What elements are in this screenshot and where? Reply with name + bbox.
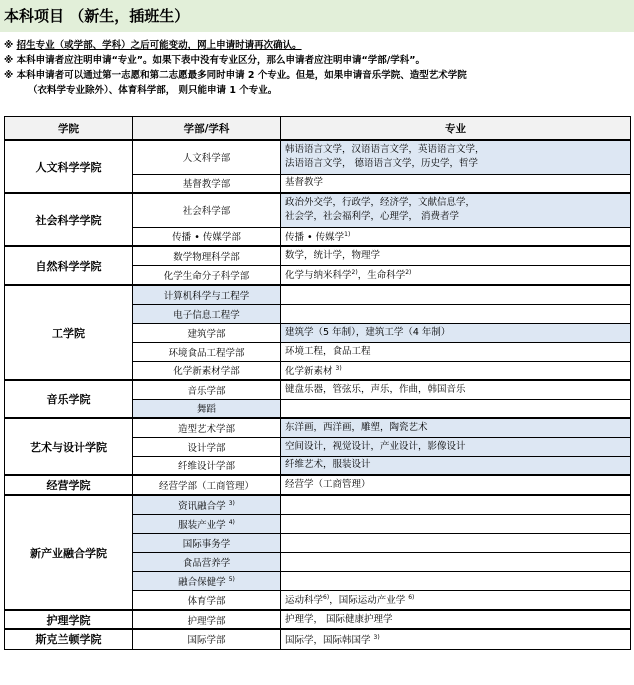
- major-cell: 东洋画，西洋画，雕塑，陶瓷艺术: [281, 418, 631, 437]
- dept-cell: 设计学部: [133, 437, 281, 456]
- major-cell: 国际学，国际韩国学 $^{3)}$: [281, 629, 631, 649]
- college-art: 艺术与设计学院: [5, 418, 133, 475]
- note-2: ※ 本科申请者应注明申请“专业”。如果下表中没有专业区分，那么申请者应注明申请“学部/学科”。: [4, 55, 426, 66]
- table-row: [5, 193, 631, 227]
- header-major: 专业: [281, 117, 631, 141]
- dept-cell: 基督教学部: [133, 174, 281, 193]
- table-row: [5, 629, 631, 649]
- note-3-continued: （衣料学专业除外）、体育科学部， 则只能申请 1 个专业。: [28, 85, 278, 96]
- table-row: [5, 610, 631, 629]
- major-cell: 键盘乐器，管弦乐，声乐，作曲，韩国音乐: [281, 380, 631, 399]
- major-cell: [281, 399, 631, 418]
- dept-cell: 纤维设计学部: [133, 456, 281, 475]
- table-header-row: [5, 117, 631, 141]
- dept-cell: 经营学部（工商管理）: [133, 475, 281, 495]
- major-cell: [281, 304, 631, 323]
- dept-cell: 数学物理科学部: [133, 246, 281, 265]
- college-business: 经营学院: [5, 475, 133, 495]
- major-cell: 护理学， 国际健康护理学: [281, 610, 631, 629]
- notes-block: [4, 38, 630, 98]
- major-cell: [281, 514, 631, 533]
- major-cell: [281, 495, 631, 514]
- college-humanities: 人文科学学院: [5, 140, 133, 193]
- major-cell: 化学新素材 $^{3)}$: [281, 361, 631, 380]
- dept-cell: 资讯融合学 $^{3)}$: [133, 495, 281, 514]
- dept-cell: 音乐学部: [133, 380, 281, 399]
- table-row: [5, 285, 631, 304]
- major-cell: 政治外交学，行政学，经济学，文献信息学， 社会学，社会福利学，心理学， 消费者学: [281, 193, 631, 227]
- college-engineering: 工学院: [5, 285, 133, 380]
- major-cell: 基督教学: [281, 174, 631, 193]
- major-cell: [281, 533, 631, 552]
- major-cell: 运动科学$^{6)}$，国际运动产业学 $^{6)}$: [281, 590, 631, 610]
- table-row: [5, 380, 631, 399]
- dept-cell: 建筑学部: [133, 323, 281, 342]
- dept-cell: 环境食品工程学部: [133, 342, 281, 361]
- major-cell: 经营学（工商管理）: [281, 475, 631, 495]
- table-row: [5, 418, 631, 437]
- major-cell: 数学，统计学，物理学: [281, 246, 631, 265]
- major-cell: 化学与纳米科学$^{2)}$，生命科学$^{2)}$: [281, 265, 631, 285]
- dept-cell: 化学生命分子科学部: [133, 265, 281, 285]
- major-cell: 空间设计，视觉设计，产业设计，影像设计: [281, 437, 631, 456]
- dept-cell: 化学新素材学部: [133, 361, 281, 380]
- dept-cell: 传播 • 传媒学部: [133, 227, 281, 246]
- table-row: [5, 475, 631, 495]
- major-cell: 韩语语言文学，汉语语言文学，英语语言文学， 法语语言文学， 德语语言文学，历史学，哲学: [281, 140, 631, 174]
- college-scranton: 斯克兰顿学院: [5, 629, 133, 649]
- dept-cell: 服装产业学 $^{4)}$: [133, 514, 281, 533]
- college-music: 音乐学院: [5, 380, 133, 418]
- dept-cell: 国际学部: [133, 629, 281, 649]
- college-newind: 新产业融合学院: [5, 495, 133, 610]
- table-row: [5, 246, 631, 265]
- major-cell: [281, 285, 631, 304]
- table-row: [5, 495, 631, 514]
- dept-cell: 造型艺术学部: [133, 418, 281, 437]
- dept-cell: 社会科学部: [133, 193, 281, 227]
- college-nursing: 护理学院: [5, 610, 133, 629]
- page-title: 本科项目 （新生，插班生）: [0, 0, 634, 32]
- major-cell: [281, 552, 631, 571]
- header-college: 学院: [5, 117, 133, 141]
- dept-cell: 体育学部: [133, 590, 281, 610]
- dept-cell: 电子信息工程学: [133, 304, 281, 323]
- dept-cell: 国际事务学: [133, 533, 281, 552]
- major-cell: [281, 571, 631, 590]
- dept-cell: 融合保健学 $^{5)}$: [133, 571, 281, 590]
- college-natural: 自然科学学院: [5, 246, 133, 285]
- major-cell: 传播 • 传媒学$^{1)}$: [281, 227, 631, 246]
- table-row: [5, 140, 631, 174]
- note-3: ※ 本科申请者可以通过第一志愿和第二志愿最多同时申请 2 个专业。但是，如果申请音乐学院、造型艺术学院: [4, 70, 467, 81]
- dept-cell: 舞蹈: [133, 399, 281, 418]
- major-cell: 纤维艺术，服装设计: [281, 456, 631, 475]
- major-cell: 环境工程，食品工程: [281, 342, 631, 361]
- dept-cell: 计算机科学与工程学: [133, 285, 281, 304]
- dept-cell: 食品营养学: [133, 552, 281, 571]
- college-social: 社会科学学院: [5, 193, 133, 246]
- dept-cell: 人文科学部: [133, 140, 281, 174]
- header-dept: 学部/学科: [133, 117, 281, 141]
- dept-cell: 护理学部: [133, 610, 281, 629]
- note-1: ※ 招生专业（或学部、学科）之后可能变动，网上申请时请再次确认。: [4, 40, 302, 51]
- major-cell: 建筑学（5 年制），建筑工学（4 年制）: [281, 323, 631, 342]
- program-table: [4, 116, 631, 650]
